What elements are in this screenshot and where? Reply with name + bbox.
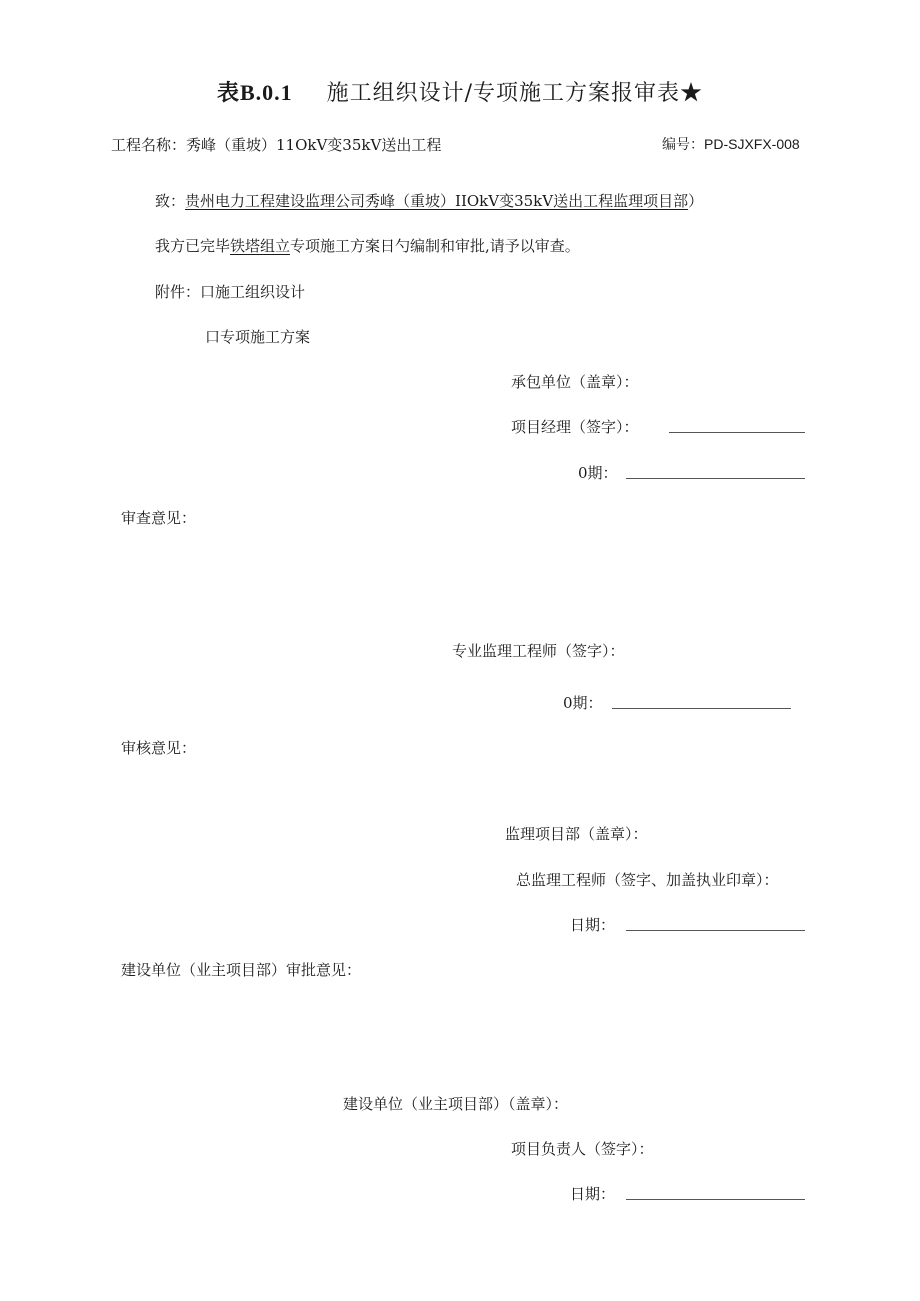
contractor-unit-label: 承包单位（盖章）： (511, 373, 639, 391)
form-title: 施工组织设计/专项施工方案报审表★ (326, 81, 704, 106)
date-label-4: 日期： (570, 1185, 616, 1203)
review-opinion-label: 审查意见： (121, 509, 197, 527)
project-leader-label: 项目负责人（签字）： (511, 1140, 654, 1158)
date-label-1: 0期： (578, 464, 618, 482)
project-manager-label: 项目经理（签字）： (511, 418, 639, 436)
statement-item: 铁塔组立 (230, 237, 291, 255)
statement (155, 235, 580, 256)
statement-suffix: 专项施工方案日勺编制和审批,请予以审查。 (290, 237, 580, 255)
addressee: 贵州电力工程建设监理公司秀峰（重坡）IIOkV变35kV送出工程监理项目部 (185, 192, 689, 210)
form-code: 表B.0.1 (216, 80, 293, 105)
chief-engineer-label: 总监理工程师（签字、加盖执业印章）： (516, 871, 779, 889)
attachment-line (155, 281, 305, 302)
audit-opinion-label: 审核意见： (121, 739, 197, 757)
addressee-suffix: ） (688, 192, 704, 210)
project-manager-signature-line[interactable] (669, 418, 805, 433)
date-line-3[interactable] (626, 916, 805, 931)
addressee-prefix: 致： (155, 192, 186, 210)
statement-prefix: 我方已完毕 (155, 237, 231, 255)
date-line-1[interactable] (626, 464, 805, 479)
attachment-option-special-plan[interactable]: 口专项施工方案 (205, 328, 311, 346)
date-label-3: 日期： (570, 916, 616, 934)
date-line-4[interactable] (626, 1185, 805, 1200)
approval-unit-label: 建设单位（业主项目部）（盖章）： (343, 1095, 569, 1113)
document-number: 编号：PD-SJXFX-008 (662, 136, 800, 152)
attachment-label: 附件： (155, 283, 201, 301)
addressee-line (155, 190, 703, 211)
date-label-2: 0期： (563, 694, 603, 712)
approval-opinion-label: 建设单位（业主项目部）审批意见： (121, 961, 362, 979)
project-name: 工程名称：秀峰（重坡）11OkV变35kV送出工程 (111, 136, 442, 154)
attachment-option-construction-design[interactable]: 口施工组织设计 (200, 283, 306, 301)
review-engineer-label: 专业监理工程师（签字）： (452, 642, 625, 660)
page-title (0, 76, 920, 107)
date-line-2[interactable] (612, 694, 791, 709)
audit-dept-label: 监理项目部（盖章）： (505, 825, 648, 843)
